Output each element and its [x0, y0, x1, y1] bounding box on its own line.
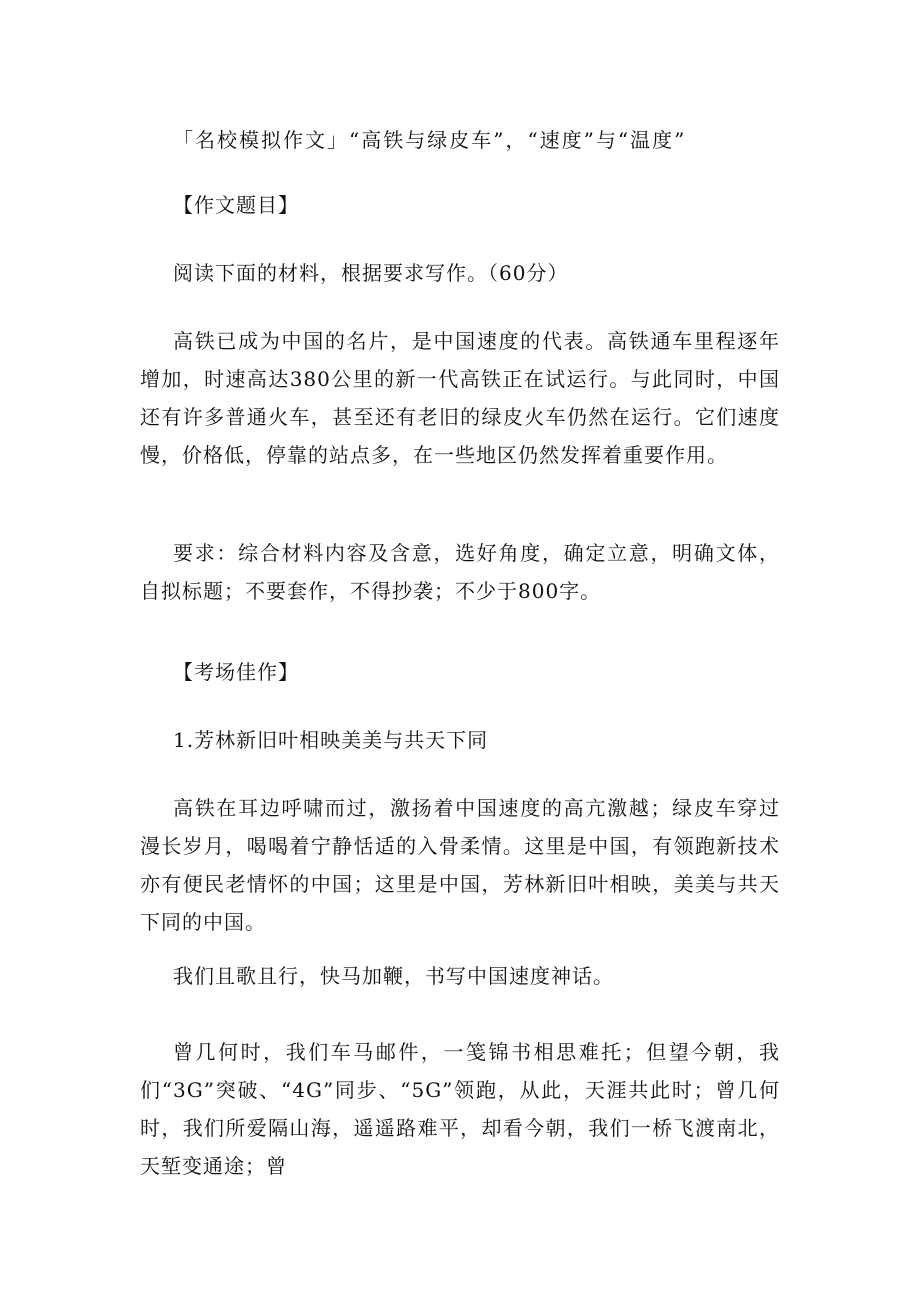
essay-title: 1.芳林新旧叶相映美美与共天下同 [173, 728, 489, 752]
section-heading-prompt: 【作文题目】 [173, 193, 299, 217]
essay-paragraph-1: 高铁在耳边呼啸而过，激扬着中国速度的高亢激越；绿皮车穿过漫长岁月，喝喝着宁静恬适的入骨柔情。这里是中国，有领跑新技术亦有便民老情怀的中国；这里是中国，芳林新旧叶相映，美美与共天下同的中国。 [140, 796, 780, 934]
instruction-text: 阅读下面的材料，根据要求写作。（60分） [173, 261, 569, 285]
material-paragraph: 高铁已成为中国的名片，是中国速度的代表。高铁通车里程逐年增加，时速高达380公里的新一代高铁正在试运行。与此同时，中国还有许多普通火车，甚至还有老旧的绿皮火车仍然在运行。它们速度慢，价格低，停靠的站点多，在一些地区仍然发挥着重要作用。 [140, 329, 780, 467]
essay-paragraph-2: 我们且歌且行，快马加鞭，书写中国速度神话。 [173, 964, 614, 988]
essay-paragraph-3: 曾几何时，我们车马邮件，一笺锦书相思难托；但望今朝，我们“3G”突破、“4G”同步、“5G”领跑，从此，天涯共此时；曾几何时，我们所爱隔山海，遥遥路难平，却看今朝，我们一桥飞渡南北，天堑变通途；曾 [140, 1040, 780, 1178]
section-heading-essay: 【考场佳作】 [173, 660, 299, 684]
requirements-paragraph: 要求：综合材料内容及含意，选好角度，确定立意，明确文体，自拟标题；不要套作，不得抄袭；不少于800字。 [140, 541, 780, 603]
document-title: 「名校模拟作文」“高铁与绿皮车”，“速度”与“温度” [173, 128, 687, 152]
